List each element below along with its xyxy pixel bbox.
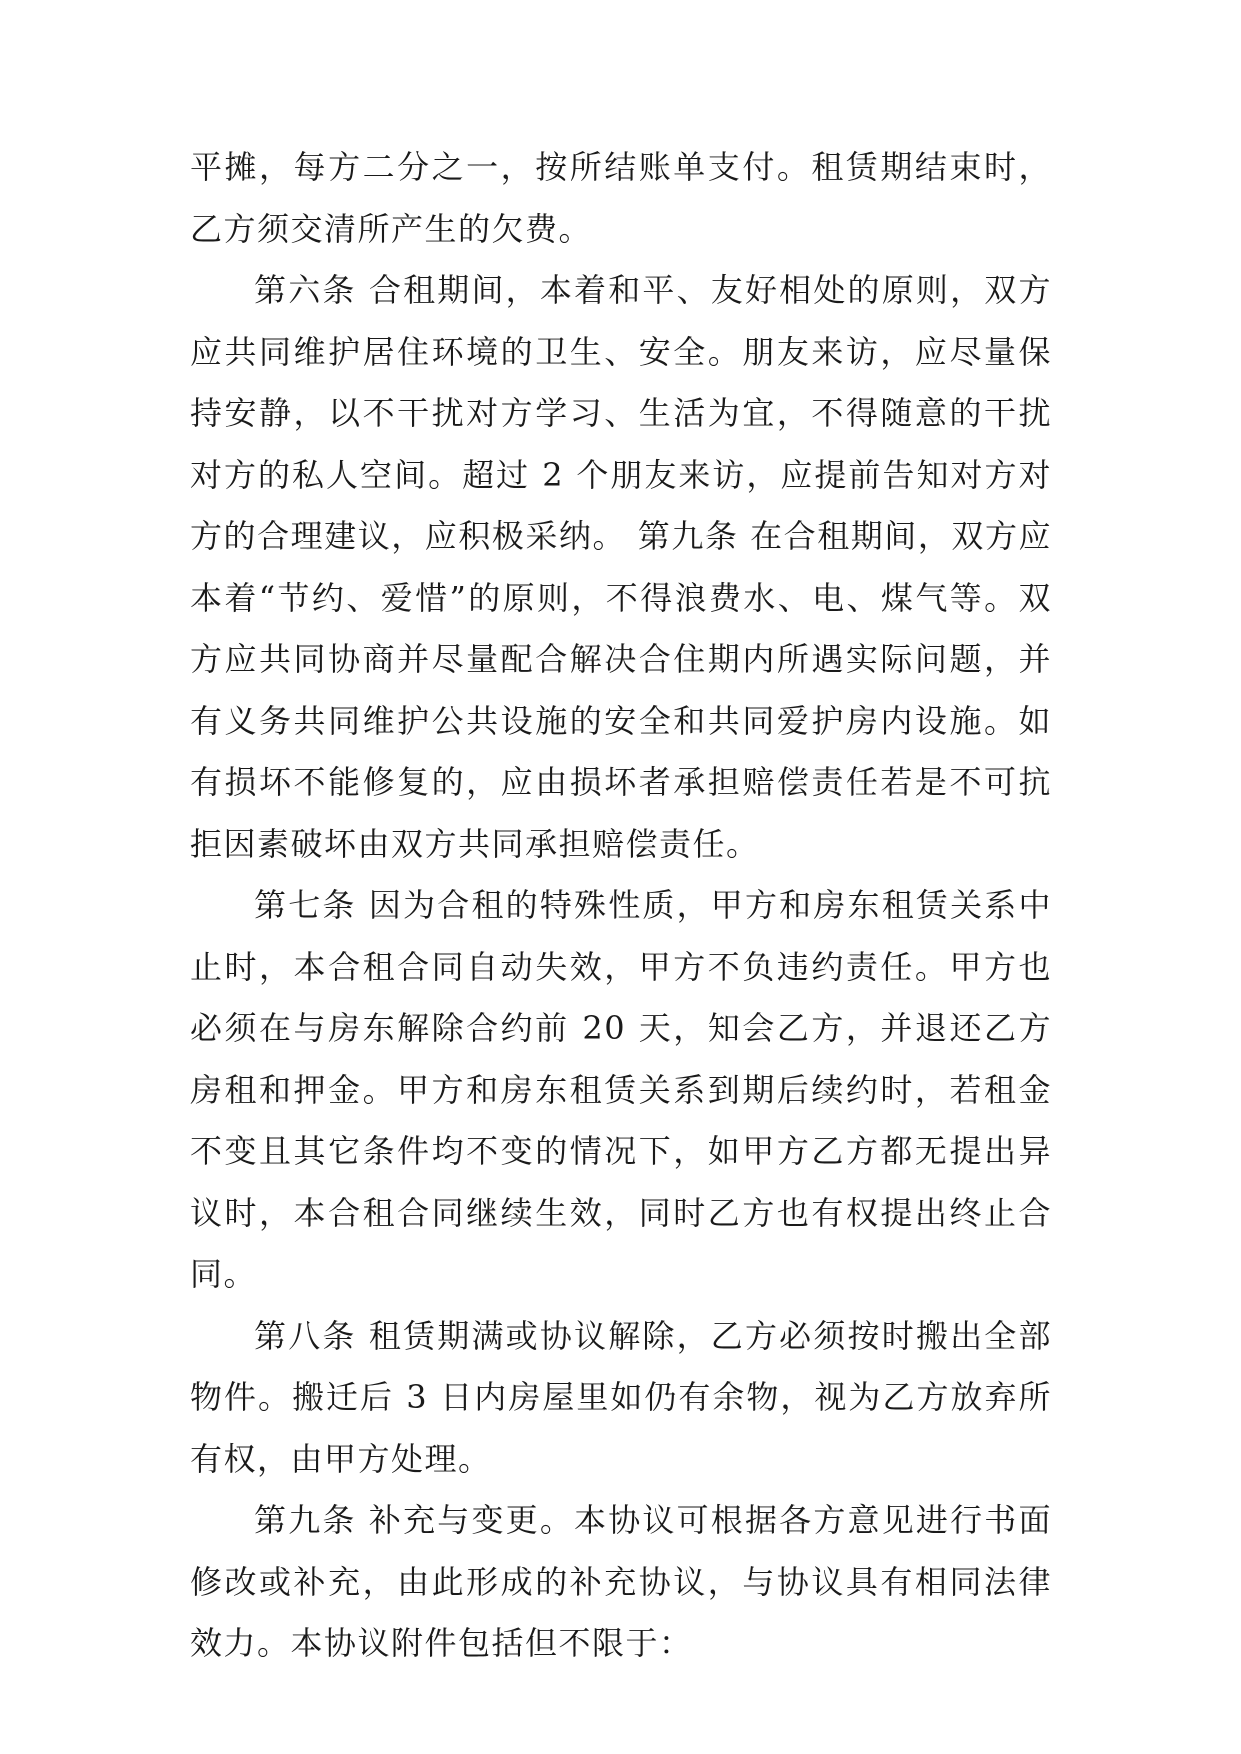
paragraph-article-7: 第七条 因为合租的特殊性质，甲方和房东租赁关系中止时，本合租合同自动失效，甲方不负违约责任。甲方也必须在与房东解除合约前 20 天，知会乙方，并退还乙方房租和押金。甲方和房东租赁关系到期后续约时，若租金不变且其它条件均不变的情况下，如甲方乙方都无提出异议时，本合租合同继续生效，同时乙方也有权提出终止合同。 [190, 886, 1052, 1293]
paragraph-fee-settlement: 平摊，每方二分之一，按所结账单支付。租赁期结束时，乙方须交清所产生的欠费。 [190, 148, 1052, 248]
paragraph-article-8: 第八条 租赁期满或协议解除，乙方必须按时搬出全部物件。搬迁后 3 日内房屋里如仍有余物，视为乙方放弃所有权，由甲方处理。 [190, 1316, 1052, 1478]
paragraph-article-6: 第六条 合租期间，本着和平、友好相处的原则，双方应共同维护居住环境的卫生、安全。朋友来访，应尽量保持安静，以不干扰对方学习、生活为宜，不得随意的干扰对方的私人空间。超过 2 个朋友来访，应提前告知对方对方的合理建议，应积极采纳。 第九条 在合租期间，双方应本着“节约、爱惜”的原则，不得浪费水、电、煤气等。双方应共同协商并尽量配合解决合住期内所遇实际问题，并有义务共同维护公共设施的安全和共同爱护房内设施。如有损坏不能修复的，应由损坏者承担赔偿责任若是不可抗拒因素破坏由双方共同承担赔偿责任。 [190, 271, 1052, 863]
document-body [190, 137, 1052, 1675]
paragraph-article-9: 第九条 补充与变更。本协议可根据各方意见进行书面修改或补充，由此形成的补充协议，与协议具有相同法律效力。本协议附件包括但不限于： [190, 1501, 1052, 1662]
